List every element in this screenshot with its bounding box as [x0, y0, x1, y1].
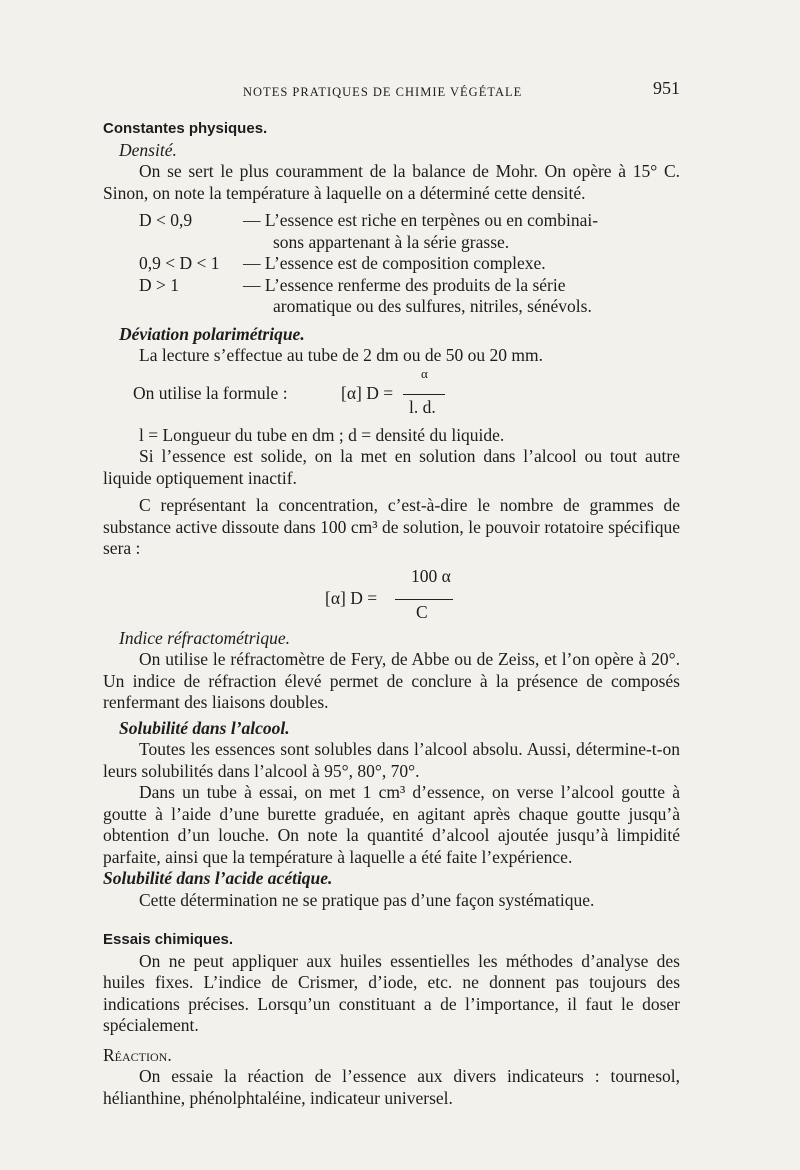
density-row-1-cont	[103, 232, 680, 254]
page-body	[103, 118, 680, 1109]
paragraph-deviation-2: Si l’essence est solide, on la met en solution dans l’alcool ou tout autre liquide optiquement inactif.	[103, 446, 680, 488]
density-condition: D > 1	[139, 274, 180, 295]
density-condition: 0,9 < D < 1	[139, 253, 220, 273]
heading-densite: Densité.	[119, 139, 177, 160]
formula-lhs: [α] D =	[325, 587, 378, 608]
paragraph-densite: On se sert le plus couramment de la balance de Mohr. On opère à 15° C. Sinon, on note la température à laquelle on a déterminé cette densité.	[103, 161, 680, 203]
formula-denominator: l. d.	[409, 396, 436, 417]
density-row-3-cont	[103, 296, 680, 318]
paragraph-solubilite-2: Dans un tube à essai, on met 1 cm³ d’essence, on verse l’alcool goutte à goutte à l’aide d’une burette graduée, en agitant après chaque goutte jusqu’à obtention d’un louche. On note la quantité d’alcool ajoutée jusqu’à limpidité parfaite, ainsi que la température à laquelle a été faite l’expérience.	[103, 782, 680, 867]
page-header	[103, 80, 680, 100]
fraction-line	[403, 394, 445, 395]
paragraph-reaction: On essaie la réaction de l’essence aux divers indicateurs : tournesol, hélianthine, phénolphtaléine, indicateur universel.	[103, 1066, 680, 1108]
formula-intro: On utilise la formule :	[133, 382, 288, 403]
density-description-continued: sons appartenant à la série grasse.	[273, 231, 510, 252]
running-title: NOTES PRATIQUES DE CHIMIE VÉGÉTALE	[243, 85, 523, 99]
density-description: — L’essence est de composition complexe.	[243, 253, 546, 273]
formula-2	[103, 560, 680, 624]
paragraph-solubilite-1: Toutes les essences sont solubles dans l’alcool absolu. Aussi, détermine-t-on leurs solubilités dans l’alcool à 95°, 80°, 70°.	[103, 739, 680, 781]
density-description: — L’essence renferme des produits de la série	[243, 274, 566, 295]
formula-numerator: α	[421, 365, 428, 381]
paragraph-deviation-1: La lecture s’effectue au tube de 2 dm ou de 50 ou 20 mm.	[139, 345, 543, 365]
paragraph-deviation-3: C représentant la concentration, c’est-à-dire le nombre de grammes de substance active dissoute dans 100 cm³ de solution, le pouvoir rotatoire spécifique sera :	[103, 495, 680, 558]
formula-1	[103, 367, 680, 421]
density-row-3	[103, 275, 680, 297]
density-condition: D < 0,9	[139, 210, 193, 230]
page-number: 951	[653, 78, 680, 98]
heading-solubilite-alcool: Solubilité dans l’alcool.	[119, 717, 290, 738]
formula-legend: l = Longueur du tube en dm ; d = densité du liquide.	[139, 424, 505, 445]
density-description: — L’essence est riche en terpènes ou en combinai-	[243, 210, 599, 230]
fraction-line	[395, 599, 453, 600]
paragraph-solubilite-acide: Cette détermination ne se pratique pas d’une façon systématique.	[139, 889, 595, 910]
paragraph-indice: On utilise le réfractomètre de Fery, de Abbe ou de Zeiss, et l’on opère à 20°. Un indice de réfraction élevé permet de conclure à la présence de composés renfermant des liaisons doubles.	[103, 649, 680, 712]
heading-reaction: Réaction.	[103, 1044, 172, 1065]
heading-solubilite-acide: Solubilité dans l’acide acétique.	[103, 868, 333, 888]
paragraph-essais: On ne peut appliquer aux huiles essentielles les méthodes d’analyse des huiles fixes. L’indice de Crismer, d’iode, etc. ne donnent pas toujours des indications précises. Lorsqu’un constituant a de l’importance, il faut le doser spécialement.	[103, 950, 680, 1035]
heading-indice: Indice réfractométrique.	[119, 627, 291, 648]
formula-lhs: [α] D =	[341, 382, 394, 403]
density-description-continued: aromatique ou des sulfures, nitriles, sénévols.	[273, 296, 592, 316]
density-row-1	[103, 210, 680, 232]
formula-denominator: C	[416, 601, 428, 622]
section-title-constantes: Constantes physiques.	[103, 120, 268, 137]
density-row-2	[103, 253, 680, 275]
section-title-essais: Essais chimiques.	[103, 931, 234, 948]
formula-numerator: 100 α	[411, 565, 451, 586]
heading-deviation: Déviation polarimétrique.	[119, 323, 305, 344]
